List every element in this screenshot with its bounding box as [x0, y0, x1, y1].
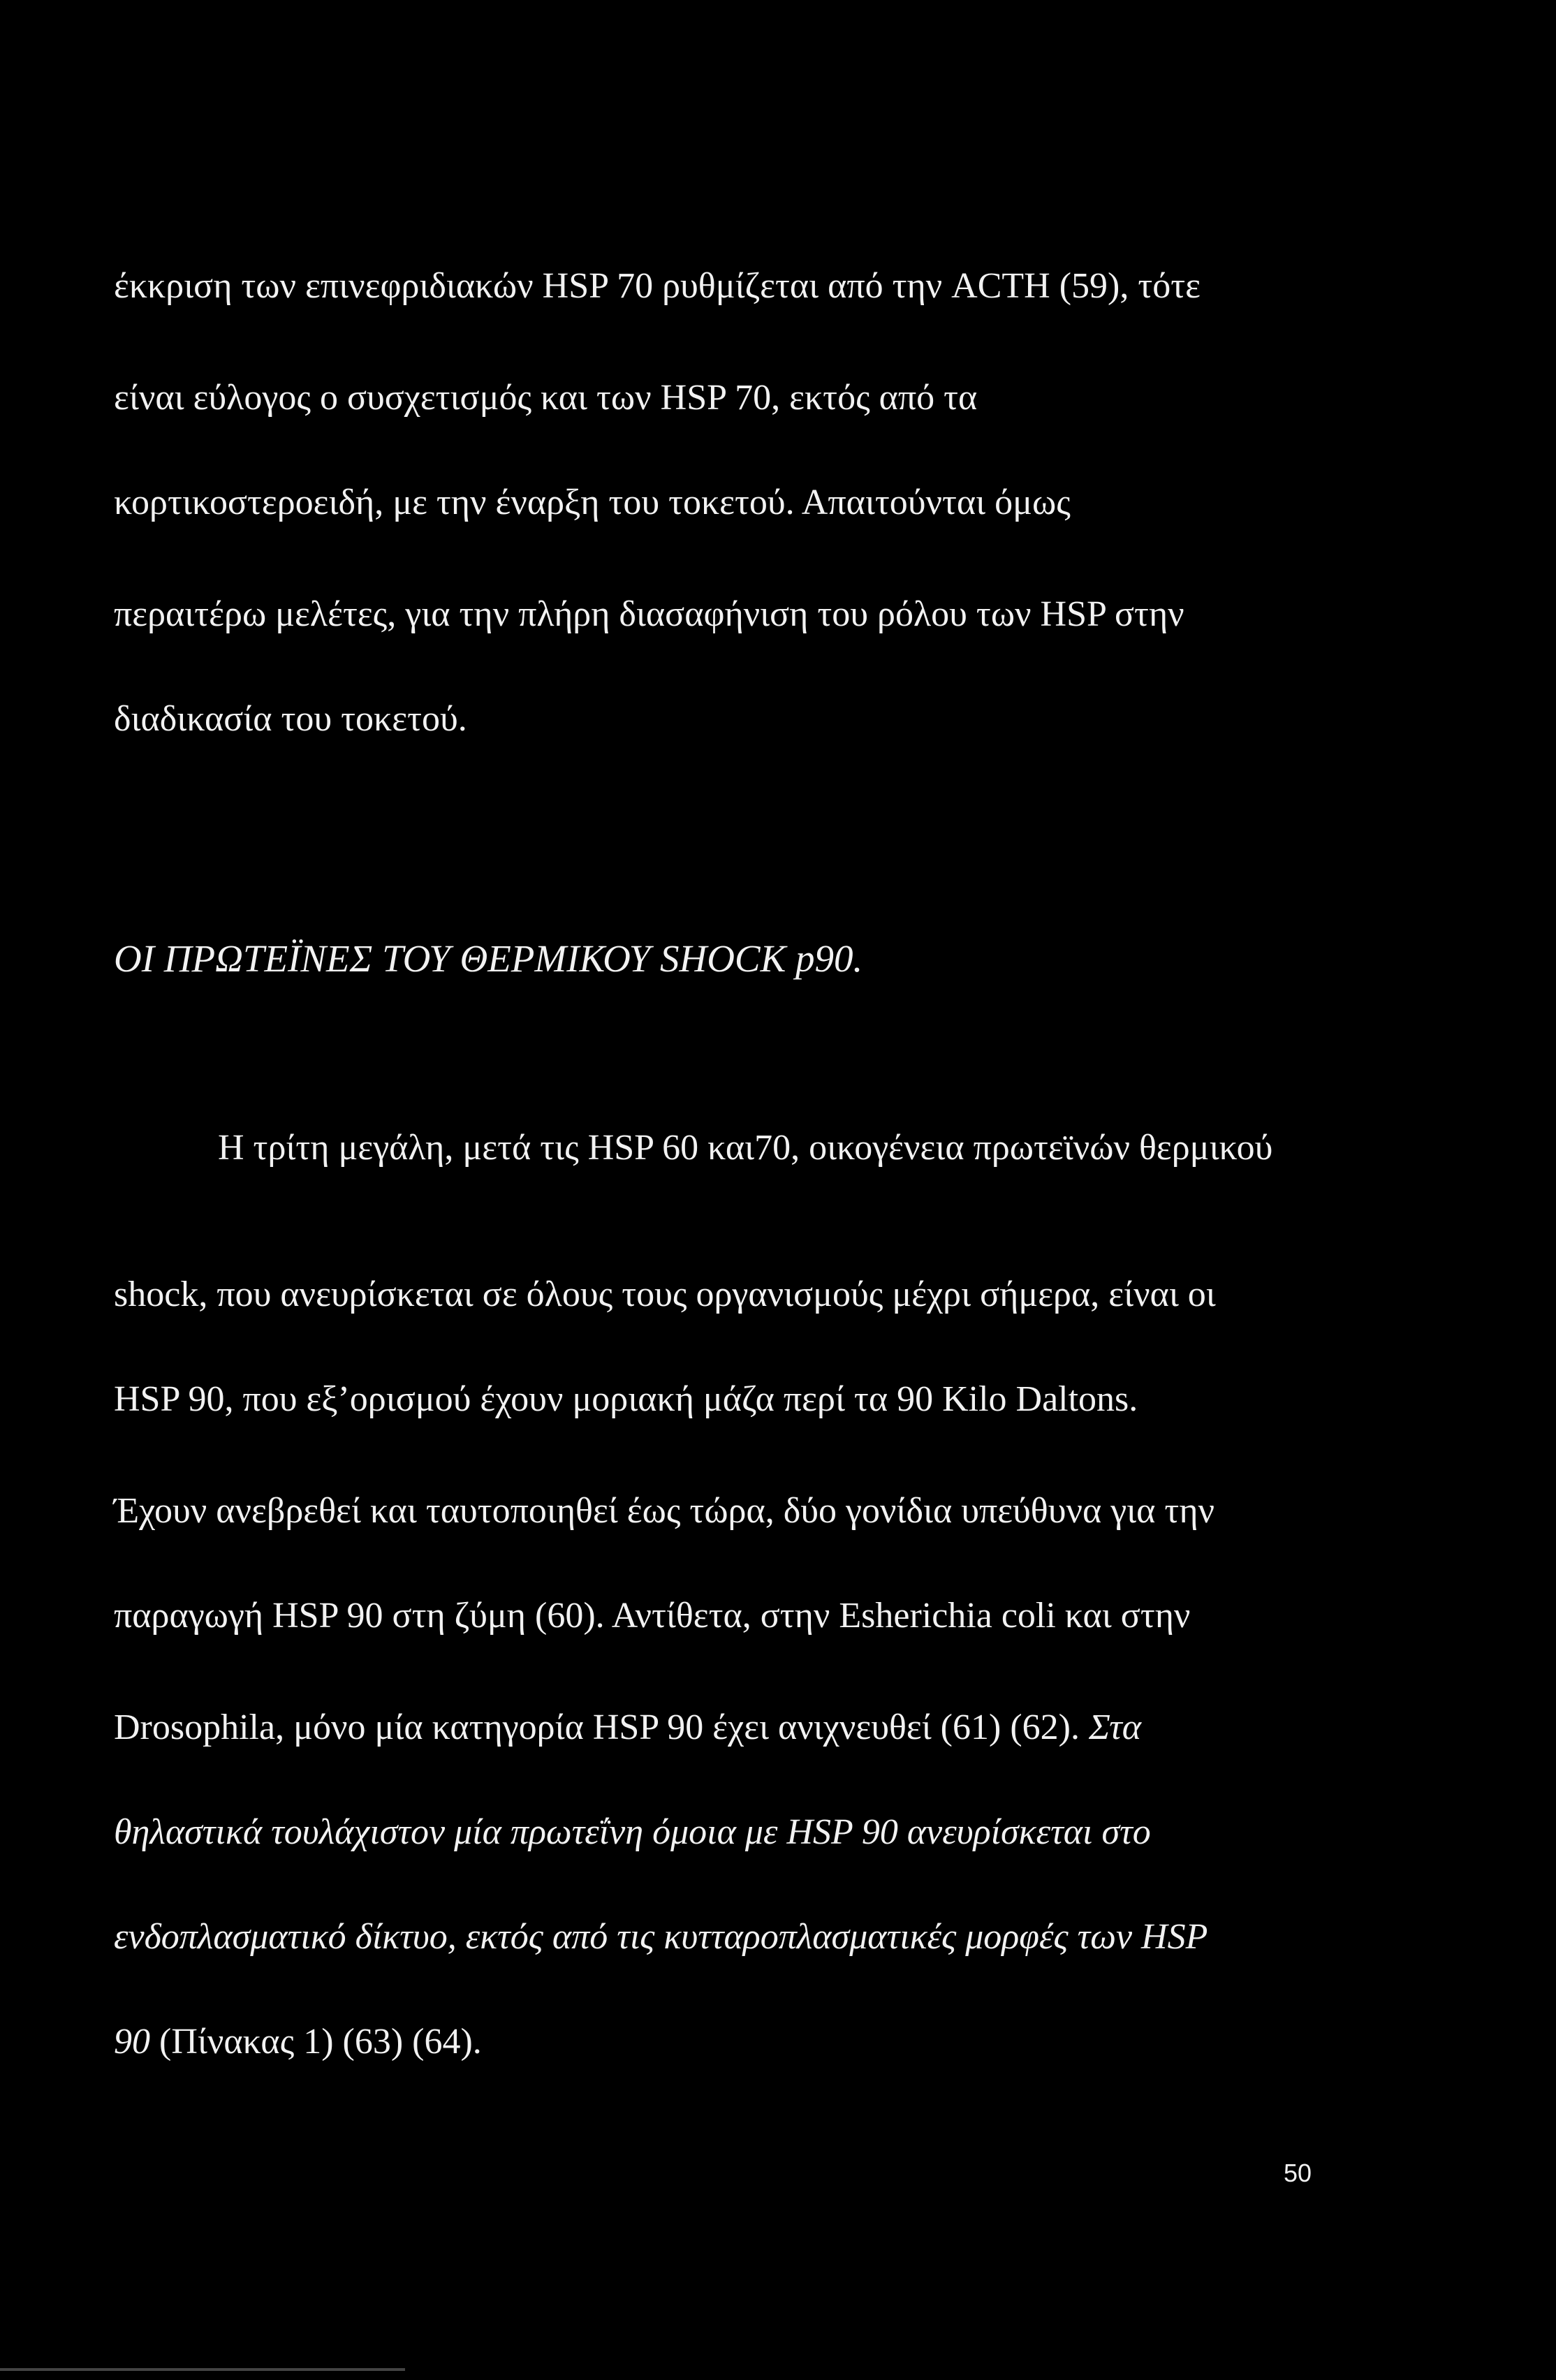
paragraph-2-line-4: Έχουν ανεβρεθεί και ταυτοποιηθεί έως τώρα, δύο γονίδια υπεύθυνα για την — [114, 1491, 1215, 1531]
paragraph-1-line-3: κορτικοστεροειδή, με την έναρξη του τοκετού. Απαιτούνται όμως — [114, 483, 1071, 522]
paragraph-1-line-2: είναι εύλογος ο συσχετισμός και των HSP 70, εκτός από τα — [114, 378, 978, 418]
paragraph-2-line-6-italic: Στα — [1088, 1707, 1141, 1747]
paragraph-2-line-9-text: (Πίνακας 1) (63) (64). — [150, 2022, 482, 2062]
paragraph-2-line-3: HSP 90, που εξ’ορισμού έχουν μοριακή μάζα περί τα 90 Kilo Daltons. — [114, 1379, 1138, 1419]
paragraph-2-line-9-italic: 90 — [114, 2022, 150, 2062]
paragraph-2-line-2: shock, που ανευρίσκεται σε όλους τους οργανισμούς μέχρι σήμερα, είναι οι — [114, 1275, 1216, 1314]
paragraph-2-line-8: ενδοπλασματικό δίκτυο, εκτός από τις κυτταροπλασματικές μορφές των HSP — [114, 1917, 1208, 1957]
paragraph-1-line-5: διαδικασία του τοκετού. — [114, 699, 467, 739]
paragraph-2-line-7: θηλαστικά τουλάχιστον μία πρωτεΐνη όμοια με HSP 90 ανευρίσκεται στο — [114, 1812, 1151, 1852]
bottom-rule — [0, 2368, 405, 2371]
paragraph-2-line-5: παραγωγή HSP 90 στη ζύμη (60). Αντίθετα, στην Esherichia coli και στην — [114, 1596, 1191, 1636]
page-number: 50 — [1284, 2159, 1312, 2187]
section-heading: ΟΙ ΠΡΩΤΕΪΝΕΣ ΤΟΥ ΘΕΡΜΙΚΟΥ SHOCK p90. — [114, 937, 863, 980]
paragraph-1-line-4: περαιτέρω μελέτες, για την πλήρη διασαφήνιση του ρόλου των HSP στην — [114, 594, 1184, 634]
paragraph-2-line-9 — [114, 2020, 482, 2064]
paragraph-1-line-1: έκκριση των επινεφριδιακών HSP 70 ρυθμίζεται από την ACTH (59), τότε — [114, 266, 1201, 306]
paragraph-2-line-6-text: Drosophila, μόνο μία κατηγορία HSP 90 έχει ανιχνευθεί (61) (62). — [114, 1707, 1089, 1747]
paragraph-2-line-6 — [114, 1705, 1141, 1750]
paragraph-2-line-1: Η τρίτη μεγάλη, μετά τις HSP 60 και70, οικογένεια πρωτεϊνών θερμικού — [218, 1128, 1273, 1168]
